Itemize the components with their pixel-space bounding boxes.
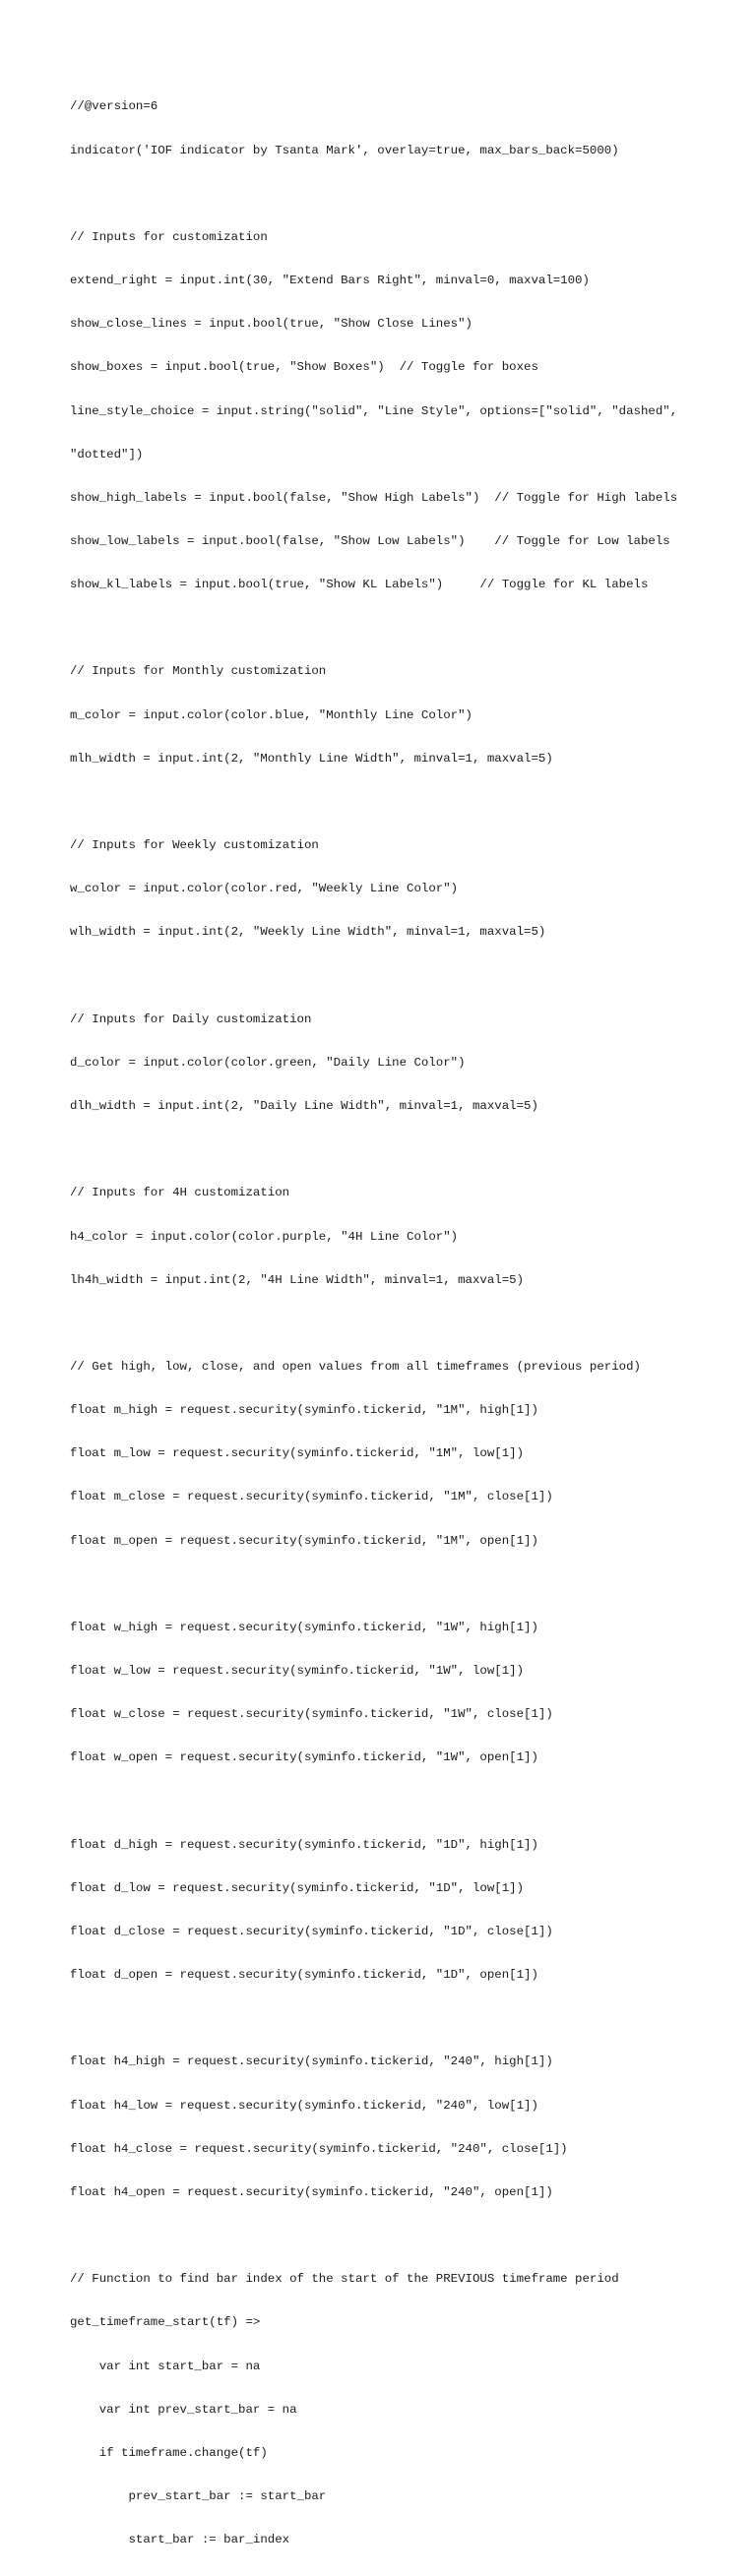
code-line: [70, 187, 720, 202]
code-line: w_color = input.color(color.red, "Weekly Line Color"): [70, 882, 459, 896]
code-line: // Inputs for Daily customization: [70, 1012, 312, 1026]
code-line: dlh_width = input.int(2, "Daily Line Width", minval=1, maxval=5): [70, 1099, 538, 1114]
code-line: [70, 621, 720, 636]
code-line: [70, 2229, 720, 2243]
code-line: float m_close = request.security(syminfo.tickerid, "1M", close[1]): [70, 1490, 553, 1504]
code-line: indicator('IOF indicator by Tsanta Mark', overlay=true, max_bars_back=5000): [70, 143, 619, 157]
code-line: m_color = input.color(color.blue, "Monthly Line Color"): [70, 707, 472, 722]
code-line: show_boxes = input.bool(true, "Show Boxes") // Toggle for boxes: [70, 360, 538, 375]
code-line: float d_low = request.security(syminfo.tickerid, "1D", low[1]): [70, 1880, 525, 1895]
code-line: float h4_low = request.security(syminfo.tickerid, "240", low[1]): [70, 2098, 538, 2113]
code-line: float m_open = request.security(syminfo.tickerid, "1M", open[1]): [70, 1533, 538, 1548]
code-line: show_kl_labels = input.bool(true, "Show KL Labels") // Toggle for KL labels: [70, 578, 649, 592]
code-line: [70, 969, 720, 984]
code-line: show_close_lines = input.bool(true, "Show Close Lines"): [70, 317, 472, 332]
code-line: // Inputs for 4H customization: [70, 1186, 290, 1200]
code-line: float w_high = request.security(syminfo.tickerid, "1W", high[1]): [70, 1620, 538, 1634]
code-line: lh4h_width = input.int(2, "4H Line Width", minval=1, maxval=5): [70, 1272, 525, 1287]
code-line: float h4_high = request.security(syminfo.tickerid, "240", high[1]): [70, 2055, 553, 2069]
code-line: float m_low = request.security(syminfo.tickerid, "1M", low[1]): [70, 1446, 525, 1461]
code-line: float h4_close = request.security(syminfo.tickerid, "240", close[1]): [70, 2141, 568, 2156]
code-line: float w_close = request.security(syminfo.tickerid, "1W", close[1]): [70, 1707, 553, 1722]
code-line: // Inputs for Monthly customization: [70, 664, 327, 679]
code-line: float h4_open = request.security(syminfo.tickerid, "240", open[1]): [70, 2184, 553, 2199]
code-line: // Inputs for customization: [70, 229, 268, 244]
code-line: float d_close = request.security(syminfo.tickerid, "1D", close[1]): [70, 1925, 553, 1938]
code-block: [70, 71, 720, 2576]
code-line: [70, 1317, 720, 1331]
code-line: float w_open = request.security(syminfo.tickerid, "1W", open[1]): [70, 1750, 538, 1765]
code-line: show_high_labels = input.bool(false, "Show High Labels") // Toggle for High labels: [70, 490, 678, 505]
code-line: line_style_choice = input.string("solid", "Line Style", options=["solid", "dashed",: [70, 403, 678, 418]
code-line: start_bar := bar_index: [70, 2533, 290, 2547]
code-line: var int start_bar = na: [70, 2359, 261, 2373]
code-line: float w_low = request.security(syminfo.tickerid, "1W", low[1]): [70, 1664, 525, 1679]
code-line: [70, 1795, 720, 1809]
code-line: // Get high, low, close, and open values from all timeframes (previous period): [70, 1359, 641, 1374]
code-line: d_color = input.color(color.green, "Daily Line Color"): [70, 1055, 466, 1070]
code-line: [70, 1142, 720, 1157]
code-line: [70, 795, 720, 810]
code-line: "dotted"]): [70, 447, 144, 461]
code-line: [70, 2011, 720, 2026]
code-line: var int prev_start_bar = na: [70, 2402, 297, 2417]
code-line: get_timeframe_start(tf) =>: [70, 2315, 261, 2330]
code-line: mlh_width = input.int(2, "Monthly Line Width", minval=1, maxval=5): [70, 751, 553, 766]
code-line: float d_open = request.security(syminfo.tickerid, "1D", open[1]): [70, 1968, 538, 1983]
code-line: // Inputs for Weekly customization: [70, 838, 319, 853]
code-line: h4_color = input.color(color.purple, "4H Line Color"): [70, 1229, 459, 1244]
code-line: float m_high = request.security(syminfo.tickerid, "1M", high[1]): [70, 1403, 538, 1418]
code-line: wlh_width = input.int(2, "Weekly Line Width", minval=1, maxval=5): [70, 925, 546, 940]
code-line: // Function to find bar index of the start of the PREVIOUS timeframe period: [70, 2272, 619, 2287]
code-line: prev_start_bar := start_bar: [70, 2489, 327, 2504]
code-line: show_low_labels = input.bool(false, "Show Low Labels") // Toggle for Low labels: [70, 534, 670, 548]
code-line: if timeframe.change(tf): [70, 2445, 268, 2460]
code-line: float d_high = request.security(syminfo.tickerid, "1D", high[1]): [70, 1837, 538, 1852]
code-line: [70, 1577, 720, 1592]
code-line: extend_right = input.int(30, "Extend Bars Right", minval=0, maxval=100): [70, 274, 590, 288]
code-line: //@version=6: [70, 99, 158, 114]
